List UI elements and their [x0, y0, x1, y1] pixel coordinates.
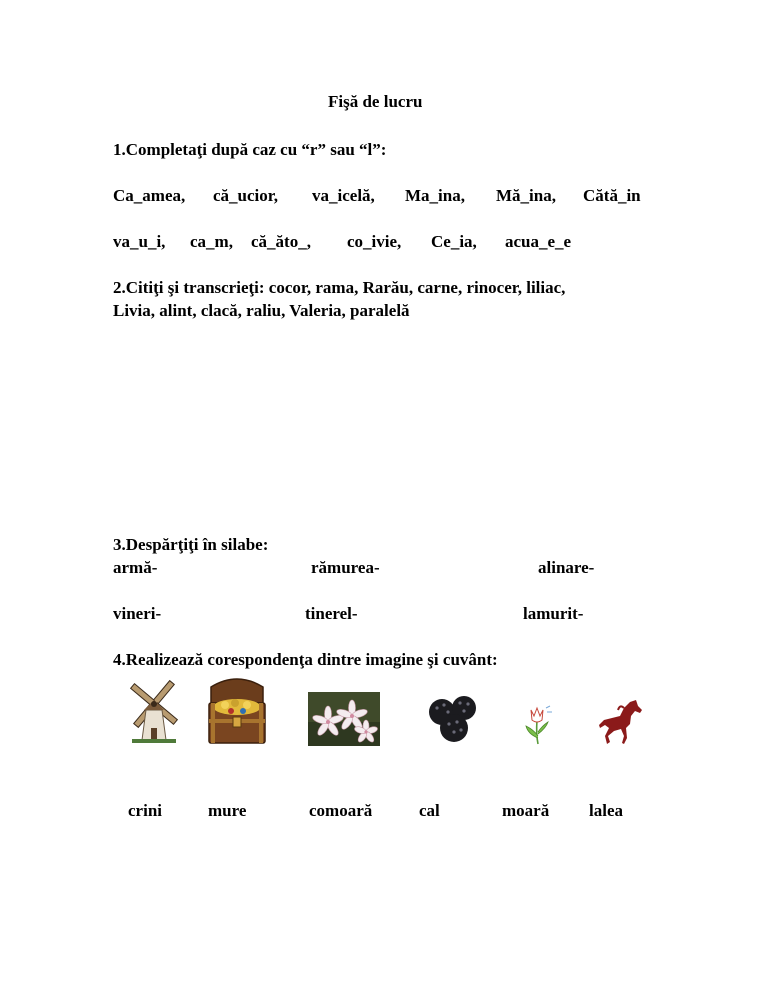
horse-icon	[596, 698, 644, 748]
word-label: moară	[502, 801, 550, 820]
ex3-word: rămurea-	[311, 558, 380, 577]
ex1-word: Ce_ia,	[431, 232, 477, 251]
ex1-word: Ca_amea,	[113, 186, 186, 205]
ex1-word: va_icelă,	[312, 186, 375, 205]
ex3-word: alinare-	[538, 558, 595, 577]
exercise-4-heading: 4.Realizează corespondenţa dintre imagine şi cuvânt:	[113, 650, 498, 669]
ex1-word: acua_e_e	[505, 232, 572, 251]
ex3-word: tinerel-	[305, 604, 358, 623]
exercise-2-line-2: Livia, alint, clacă, raliu, Valeria, paralelă	[113, 301, 410, 320]
ex1-word: co_ivie,	[347, 232, 402, 251]
ex1-word: că_ăto_,	[251, 232, 311, 251]
blackberries-icon	[424, 692, 486, 746]
word-label: mure	[208, 801, 247, 820]
exercise-3-heading: 3.Despărţiţi în silabe:	[113, 535, 269, 554]
ex1-word: Mă_ina,	[496, 186, 556, 205]
ex1-word: va_u_i,	[113, 232, 166, 251]
word-label: crini	[128, 801, 162, 820]
ex1-word: că_ucior,	[213, 186, 279, 205]
ex3-word: lamurit-	[523, 604, 584, 623]
treasure-chest-icon	[205, 673, 269, 747]
exercise-2-line-1: 2.Citiţi şi transcrieţi: cocor, rama, Rarău, carne, rinocer, liliac,	[113, 278, 566, 297]
word-label: comoară	[309, 801, 373, 820]
page-title: Fişă de lucru	[328, 92, 423, 111]
lily-flowers-icon	[308, 692, 380, 746]
word-label: cal	[419, 801, 440, 820]
ex1-word: ca_m,	[190, 232, 233, 251]
tulip-icon	[520, 704, 556, 746]
exercise-1-heading: 1.Completaţi după caz cu “r” sau “l”:	[113, 140, 387, 159]
windmill-icon	[118, 676, 188, 746]
ex1-word: Ma_ina,	[405, 186, 465, 205]
word-label: lalea	[589, 801, 623, 820]
ex3-word: vineri-	[113, 604, 162, 623]
ex3-word: armă-	[113, 558, 158, 577]
ex1-word: Cătă_in	[583, 186, 641, 205]
